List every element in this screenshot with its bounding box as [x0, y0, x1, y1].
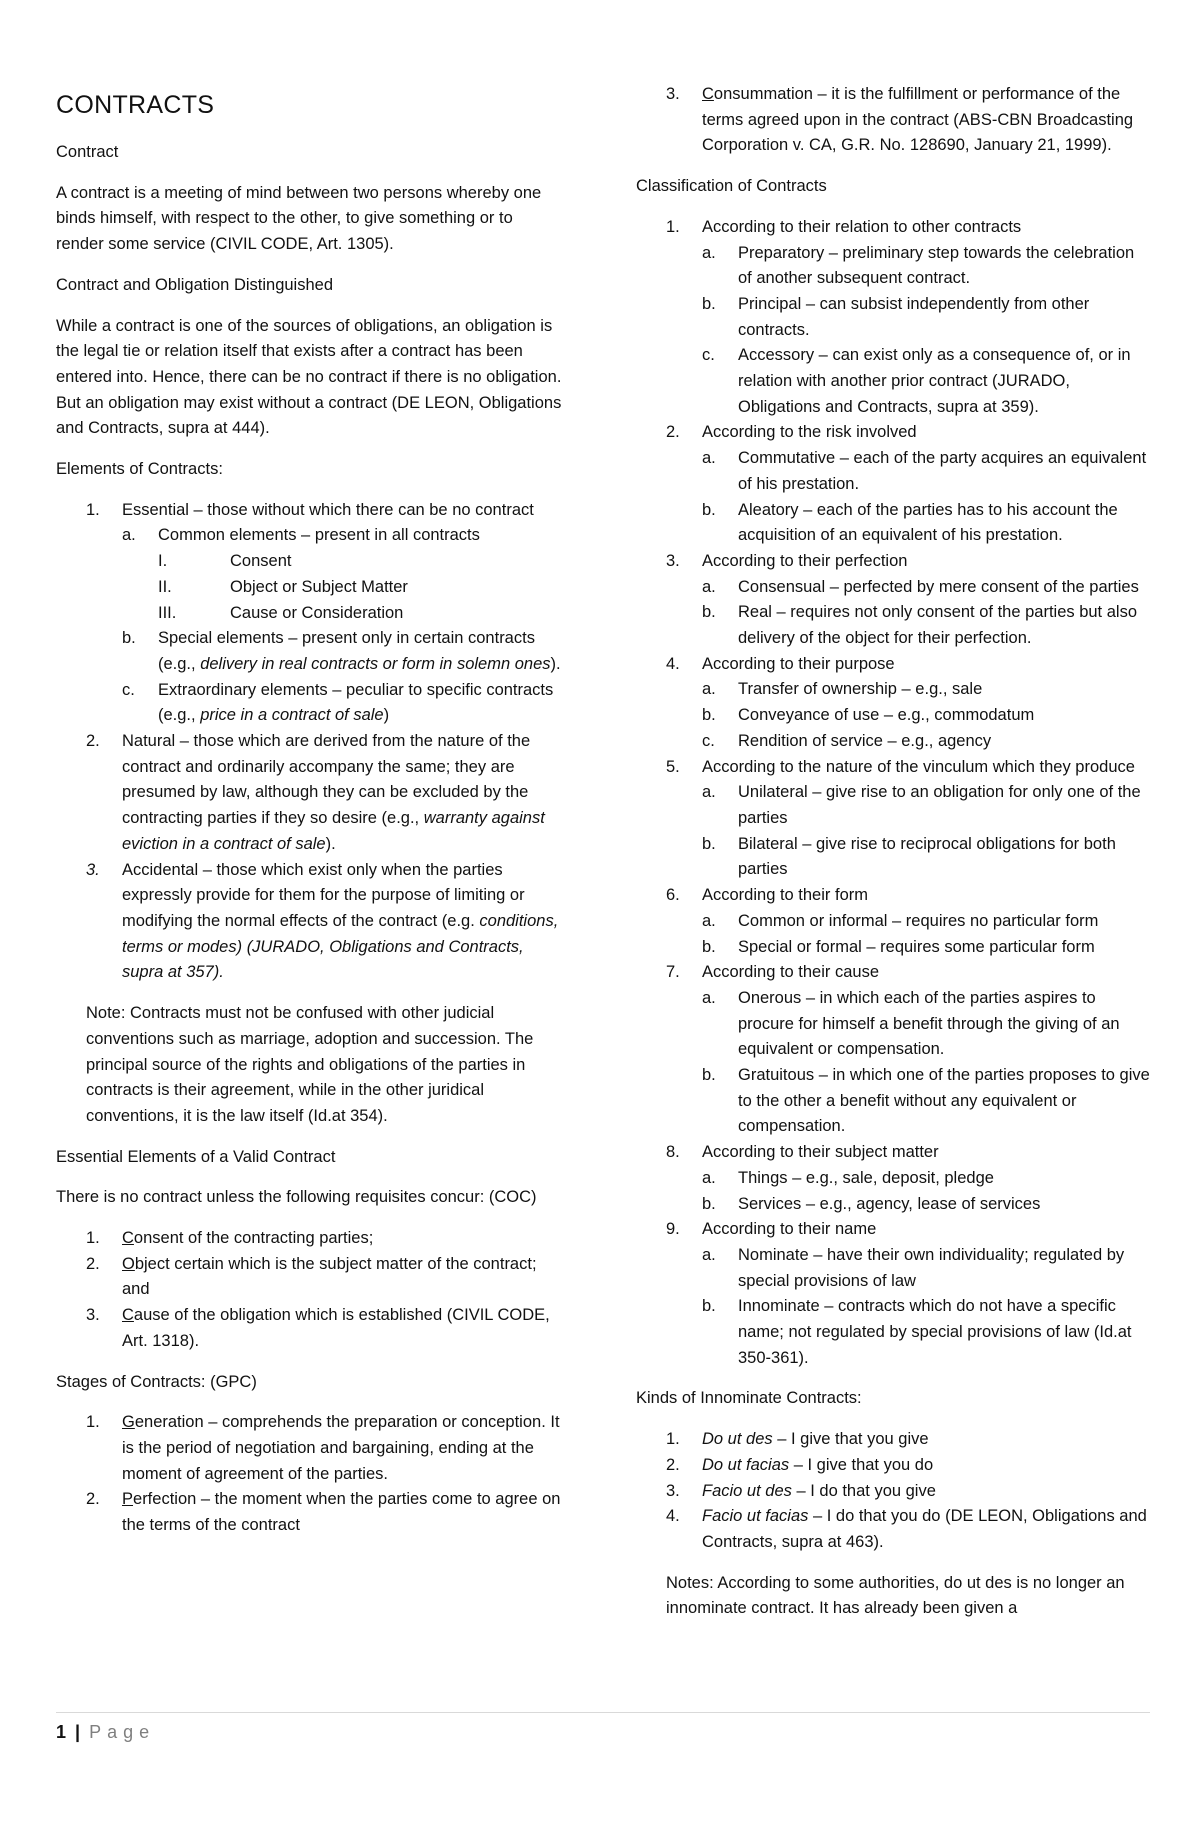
- footer-separator: |: [75, 1722, 81, 1742]
- list-item: [122, 678, 564, 729]
- list-marker: 1.: [666, 217, 680, 236]
- list-marker: 3.: [86, 860, 100, 879]
- classification-heading: Classification of Contracts: [636, 177, 827, 196]
- page-label: Page: [89, 1722, 156, 1742]
- list-item-text: ause of the obligation which is established (CIVIL CODE, Art. 1318).: [122, 1306, 550, 1350]
- list-item: [666, 755, 1152, 884]
- sub-list: [702, 446, 1152, 549]
- list-item-text: Principal – can subsist independently from other contracts.: [738, 294, 1090, 339]
- list-item: [702, 600, 1152, 651]
- list-item-text: ).: [550, 654, 561, 673]
- list-marker: c.: [702, 731, 715, 750]
- list-item-italic: delivery in real contracts or form in solemn ones: [200, 654, 551, 673]
- list-item-text: According to their relation to other contracts: [702, 217, 1022, 236]
- list-item-text: – I do that you give: [791, 1481, 936, 1500]
- list-marker: 2.: [86, 1490, 100, 1509]
- list-item-text: Transfer of ownership – e.g., sale: [738, 680, 983, 699]
- classification-list: [636, 215, 1152, 1372]
- list-item-text: Special or formal – requires some particular form: [738, 937, 1095, 956]
- list-item: [158, 601, 564, 627]
- list-item: [158, 575, 564, 601]
- list-item-text: Services – e.g., agency, lease of services: [738, 1194, 1041, 1213]
- latin-term: Facio ut facias: [702, 1507, 809, 1526]
- list-item: [666, 883, 1152, 960]
- list-item-italic: conditions, terms or modes) (JURADO, Obligations and Contracts, supra at 357).: [122, 911, 559, 982]
- list-item: [158, 549, 564, 575]
- sub-list: [702, 986, 1152, 1140]
- list-marker: 2.: [86, 732, 100, 751]
- list-item-text: Commutative – each of the party acquires an equivalent of his prestation.: [738, 449, 1147, 493]
- list-item-text: Object or Subject Matter: [230, 577, 408, 596]
- list-marker: 1.: [86, 1229, 100, 1248]
- valid-intro: There is no contract unless the following requisites concur: (COC): [56, 1188, 537, 1207]
- list-marker: 3.: [666, 85, 680, 103]
- sub-list: [702, 575, 1152, 652]
- list-item: [702, 292, 1152, 343]
- list-item: [122, 626, 564, 677]
- list-item-text: – I do that you do (DE LEON, Obligations and Contracts, supra at 463).: [702, 1507, 1147, 1551]
- innominate-list: [636, 1427, 1152, 1556]
- mnemonic-letter: G: [122, 1413, 135, 1432]
- list-item-text: Aleatory – each of the parties has to his account the acquisition of an equivalent of his prestation.: [738, 500, 1118, 545]
- list-item: [666, 960, 1152, 1140]
- list-item-text: Consent: [230, 552, 292, 571]
- list-item: [666, 1217, 1152, 1371]
- list-item: [702, 1243, 1152, 1294]
- list-marker: a.: [702, 1168, 716, 1187]
- list-item: [702, 1192, 1152, 1218]
- list-item: [666, 420, 1152, 549]
- list-item: [666, 82, 1152, 159]
- list-item-text: Consensual – perfected by mere consent of the parties: [738, 577, 1139, 596]
- list-item-text: erfection – the moment when the parties come to agree on the terms of the contract: [122, 1490, 561, 1535]
- list-marker: a.: [702, 577, 716, 596]
- list-marker: c.: [122, 680, 135, 699]
- list-item: [702, 343, 1152, 420]
- list-item: [666, 1453, 1152, 1479]
- list-item-text: ).: [325, 834, 336, 853]
- list-item-text: Accidental – those which exist only when the parties expressly provide for them for the purpose of limiting or modifying the normal effects of the contract (e.g.: [122, 860, 525, 930]
- list-item: [702, 1166, 1152, 1192]
- list-item-text: According to the risk involved: [702, 423, 917, 442]
- sub-sub-list: [158, 549, 564, 626]
- list-item-text: Preparatory – preliminary step towards the celebration of another subsequent contract.: [738, 243, 1135, 288]
- list-marker: a.: [702, 911, 716, 930]
- list-item: [122, 523, 564, 626]
- list-marker: 3.: [86, 1306, 100, 1325]
- list-marker: b.: [702, 706, 716, 725]
- list-marker: 6.: [666, 886, 680, 905]
- innominate-heading: Kinds of Innominate Contracts:: [636, 1389, 862, 1408]
- list-item-text: Innominate – contracts which do not have a specific name; not regulated by special provisions of law (Id.at 350-361).: [738, 1297, 1132, 1367]
- stages-list: [56, 1410, 564, 1539]
- list-item: [702, 935, 1152, 961]
- list-item: [702, 729, 1152, 755]
- list-item-text: ): [383, 706, 390, 725]
- list-item: [666, 1140, 1152, 1217]
- list-marker: 2.: [666, 423, 680, 442]
- list-item: [702, 575, 1152, 601]
- list-item: [702, 446, 1152, 497]
- elements-list: [56, 498, 564, 986]
- list-item-text: According to their perfection: [702, 551, 908, 570]
- list-item: [702, 241, 1152, 292]
- list-marker: a.: [702, 1245, 716, 1264]
- list-item-text: Accessory – can exist only as a consequence of, or in relation with another prior contract (JURADO, Obligations and Contracts, supra at 359).: [738, 346, 1131, 416]
- list-item: [702, 1294, 1152, 1371]
- list-item-text: Common or informal – requires no particular form: [738, 911, 1099, 930]
- list-marker: I.: [158, 552, 168, 571]
- list-marker: 1.: [86, 1413, 100, 1432]
- list-marker: 4.: [666, 1507, 680, 1526]
- list-item: [86, 1252, 564, 1303]
- list-marker: II.: [158, 577, 172, 596]
- list-marker: b.: [702, 294, 716, 313]
- left-column: [56, 82, 564, 1554]
- list-item-text: Things – e.g., sale, deposit, pledge: [738, 1168, 994, 1187]
- list-marker: b.: [702, 603, 716, 622]
- list-item: [86, 1226, 564, 1252]
- distinguished-text: While a contract is one of the sources of obligations, an obligation is the legal tie or relation itself that exists after a contract has been entered into. Hence, there can be no contract if there is no obligation. But an obligation may exist without a contract (DE LEON, Obligations and Contracts, supra at 444).: [56, 316, 562, 438]
- list-item-text: Nominate – have their own individuality; regulated by special provisions of law: [738, 1245, 1125, 1290]
- list-item-text: – I give that you give: [772, 1430, 929, 1449]
- right-column: [636, 82, 1152, 1637]
- sub-list: [702, 1166, 1152, 1217]
- list-item: [702, 909, 1152, 935]
- sub-list: [702, 1243, 1152, 1372]
- list-item: [86, 858, 564, 987]
- page-number: 1: [56, 1722, 67, 1742]
- contract-definition: A contract is a meeting of mind between two persons whereby one binds himself, with respect to the other, to give something or to render some service (CIVIL CODE, Art. 1305).: [56, 183, 542, 254]
- notes-paragraph: Notes: According to some authorities, do ut des is no longer an innominate contract. It has already been given a: [666, 1573, 1125, 1618]
- list-item-text: – I give that you do: [789, 1455, 934, 1474]
- list-item-text: According to their cause: [702, 963, 880, 982]
- sub-list: [702, 677, 1152, 754]
- list-item: [666, 652, 1152, 755]
- list-item: [86, 1487, 564, 1538]
- list-marker: a.: [702, 243, 716, 262]
- list-marker: a.: [122, 526, 136, 545]
- latin-term: Do ut facias: [702, 1455, 790, 1474]
- list-marker: a.: [702, 449, 716, 468]
- list-item-text: According to their purpose: [702, 654, 895, 673]
- list-marker: 1.: [666, 1430, 680, 1449]
- list-item: [666, 1427, 1152, 1453]
- list-item-text: Bilateral – give rise to reciprocal obligations for both parties: [738, 834, 1116, 879]
- stages-heading: Stages of Contracts: (GPC): [56, 1372, 257, 1391]
- list-marker: 2.: [86, 1254, 100, 1273]
- list-marker: b.: [702, 834, 716, 853]
- footer-divider: [56, 1712, 1150, 1713]
- latin-term: Do ut des: [702, 1430, 773, 1449]
- list-item: [702, 703, 1152, 729]
- list-item-text: According to their name: [702, 1220, 877, 1239]
- list-item: [702, 832, 1152, 883]
- list-item: [666, 215, 1152, 421]
- list-item: [702, 986, 1152, 1063]
- list-marker: b.: [702, 937, 716, 956]
- list-marker: a.: [702, 783, 716, 802]
- list-marker: 3.: [666, 1481, 680, 1500]
- stages-list-continued: [636, 82, 1152, 159]
- list-marker: 7.: [666, 963, 680, 982]
- list-item: [86, 498, 564, 729]
- mnemonic-letter: C: [122, 1306, 134, 1325]
- list-item-text: Cause or Consideration: [230, 603, 404, 622]
- list-item: [666, 1479, 1152, 1505]
- list-marker: 8.: [666, 1143, 680, 1162]
- mnemonic-letter: O: [122, 1254, 135, 1273]
- elements-heading: Elements of Contracts:: [56, 460, 223, 479]
- list-item: [86, 729, 564, 858]
- list-item-text: bject certain which is the subject matter of the contract; and: [122, 1254, 537, 1299]
- latin-term: Facio ut des: [702, 1481, 792, 1500]
- list-item: [702, 677, 1152, 703]
- list-item-text: Common elements – present in all contracts: [158, 526, 480, 545]
- list-marker: 3.: [666, 551, 680, 570]
- valid-list: [56, 1226, 564, 1355]
- list-item-text: Gratuitous – in which one of the parties proposes to give to the other a benefit without any equivalent or compensation.: [738, 1066, 1150, 1136]
- list-item: [86, 1303, 564, 1354]
- list-marker: 5.: [666, 757, 680, 776]
- list-item: [702, 1063, 1152, 1140]
- list-item-text: Unilateral – give rise to an obligation for only one of the parties: [738, 783, 1141, 827]
- list-item-text: Real – requires not only consent of the parties but also delivery of the object for their perfection.: [738, 603, 1137, 648]
- list-marker: 4.: [666, 654, 680, 673]
- list-marker: b.: [702, 1297, 716, 1316]
- list-marker: 1.: [86, 500, 100, 519]
- list-item-text: Rendition of service – e.g., agency: [738, 731, 992, 750]
- list-item-text: Onerous – in which each of the parties aspires to procure for himself a benefit through the giving of an equivalent or compensation.: [738, 988, 1120, 1059]
- distinguished-heading: Contract and Obligation Distinguished: [56, 275, 333, 294]
- page-footer: [56, 1720, 155, 1744]
- list-marker: b.: [702, 1066, 716, 1085]
- sub-list: [122, 523, 564, 729]
- list-item-italic: price in a contract of sale: [200, 706, 384, 725]
- list-item: [702, 498, 1152, 549]
- note-paragraph: Note: Contracts must not be confused with other judicial conventions such as marriage, adoption and succession. The principal source of the rights and obligations of the parties in contracts is their agreement, while in the other juridical conventions, it is the law itself (Id.at 354).: [86, 1004, 534, 1125]
- sub-list: [702, 780, 1152, 883]
- list-marker: b.: [702, 1194, 716, 1213]
- list-item-text: According to their form: [702, 886, 868, 905]
- contract-heading: Contract: [56, 143, 119, 161]
- list-item-text: Conveyance of use – e.g., commodatum: [738, 706, 1035, 725]
- list-item-text: According to the nature of the vinculum which they produce: [702, 757, 1135, 776]
- mnemonic-letter: C: [702, 85, 714, 103]
- list-item-text: onsummation – it is the fulfillment or performance of the terms agreed upon in the contract (ABS-CBN Broadcasting Corporation v. CA, G.R. No. 128690, January 21, 1999).: [702, 85, 1134, 155]
- sub-list: [702, 909, 1152, 960]
- list-item: [86, 1410, 564, 1487]
- valid-heading: Essential Elements of a Valid Contract: [56, 1147, 336, 1166]
- sub-list: [702, 241, 1152, 421]
- list-item: [702, 780, 1152, 831]
- list-item-italic: warranty against eviction in a contract of sale: [122, 809, 545, 853]
- list-marker: 2.: [666, 1455, 680, 1474]
- list-item-text: Essential – those without which there can be no contract: [122, 500, 534, 519]
- list-item-text: eneration – comprehends the preparation or conception. It is the period of negotiation and bargaining, ending at the moment of agreement of the parties.: [122, 1413, 560, 1483]
- list-marker: a.: [702, 988, 716, 1007]
- list-item: [666, 1504, 1152, 1555]
- list-item-text: According to their subject matter: [702, 1143, 939, 1162]
- list-marker: a.: [702, 680, 716, 699]
- document-title: CONTRACTS: [56, 91, 215, 119]
- mnemonic-letter: C: [122, 1229, 134, 1248]
- list-marker: c.: [702, 346, 715, 365]
- mnemonic-letter: P: [122, 1490, 134, 1509]
- list-item: [666, 549, 1152, 652]
- list-marker: b.: [122, 629, 136, 648]
- list-marker: III.: [158, 603, 177, 622]
- list-marker: 9.: [666, 1220, 680, 1239]
- list-item-text: Natural – those which are derived from the nature of the contract and ordinarily accompany the same; they are presumed by law, although they can be excluded by the contracting parties if they so desire (e.g.,: [122, 732, 531, 828]
- list-item-text: Special elements – present only in certain contracts (e.g.,: [158, 629, 535, 673]
- list-item-text: onsent of the contracting parties;: [133, 1229, 374, 1248]
- list-marker: b.: [702, 500, 716, 519]
- list-item-text: Extraordinary elements – peculiar to specific contracts (e.g.,: [158, 680, 554, 725]
